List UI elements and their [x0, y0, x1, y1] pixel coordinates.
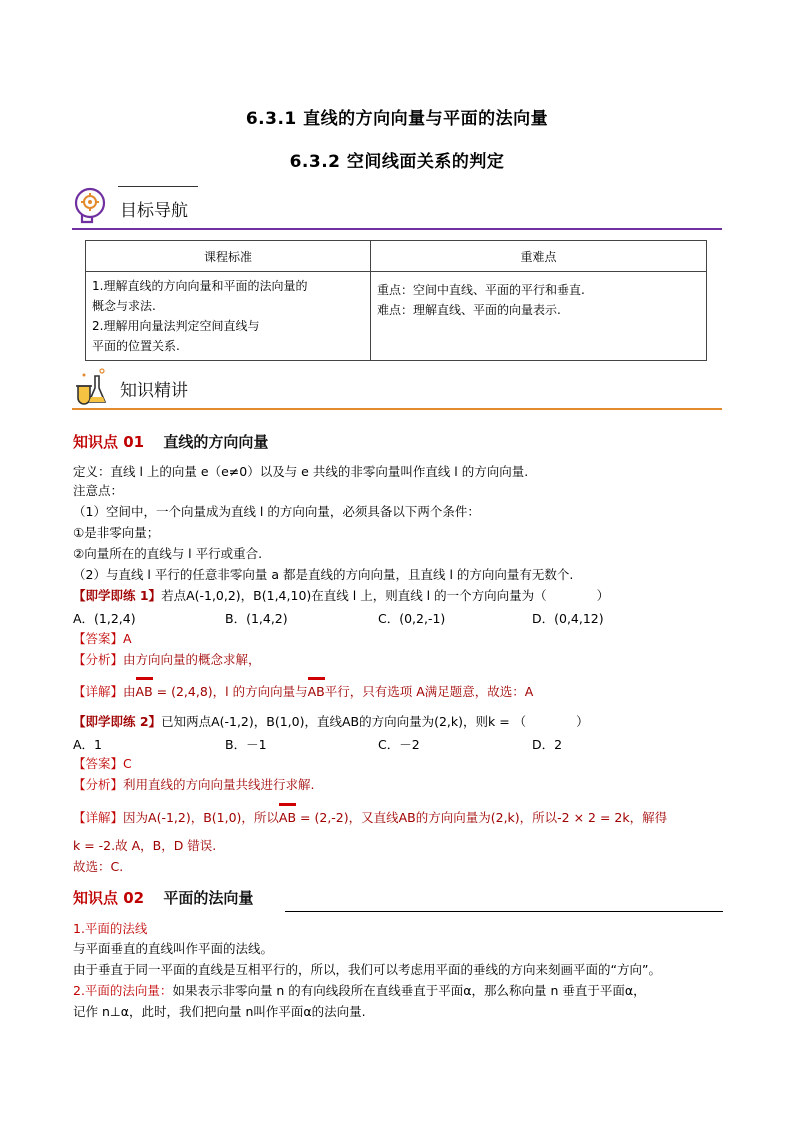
knowledge-point-02	[73, 887, 253, 908]
exercise-1-analysis	[73, 651, 261, 669]
vector-ab: AB	[278, 810, 297, 825]
exercise-1-option-d: D．(0,4,12)	[532, 611, 604, 626]
normal-vector-definition	[73, 982, 646, 1000]
standards-line: 平面的位置关系.	[92, 339, 180, 353]
section-label-goals: 目标导航	[120, 201, 188, 221]
table-cell-standards	[86, 272, 371, 361]
answer-tag: 【答案】	[73, 756, 124, 771]
table-header-key-points: 重难点	[371, 241, 707, 272]
key-point-line: 难点：理解直线、平面的向量表示.	[377, 303, 561, 317]
flask-icon	[72, 366, 108, 406]
key-point-line: 重点：空间中直线、平面的平行和垂直.	[377, 283, 585, 297]
knowledge-point-title: 平面的法向量	[163, 889, 254, 907]
exercise-1-option-a: A．(1,2,4)	[73, 611, 136, 626]
answer-tag: 【答案】	[73, 631, 124, 646]
exercise-question-text: 已知两点A(-1,2)，B(1,0)，直线AB的方向向量为(2,k)，则k = （ ）	[161, 714, 589, 729]
normal-vector-notation: 记作 n⊥α，此时，我们把向量 n叫作平面α的法向量.	[73, 1004, 366, 1019]
exercise-2-detail	[73, 809, 667, 827]
exercise-2-option-b: B．－1	[225, 737, 267, 752]
analysis-tag: 【分析】	[73, 777, 124, 792]
section-label-knowledge: 知识精讲	[120, 381, 188, 401]
note-line: ①是非零向量；	[73, 525, 160, 540]
exercise-2-conclusion: 故选：C.	[73, 859, 124, 874]
standards-line: 1.理解直线的方向向量和平面的法向量的	[92, 279, 308, 293]
standards-line: 2.理解用向量法判定空间直线与	[92, 319, 260, 333]
answer-value: C	[123, 756, 132, 771]
note-line: （2）与直线 l 平行的任意非零向量 a 都是直线的方向向量，且直线 l 的方向向量有无数个.	[73, 567, 574, 582]
detail-text: 由	[123, 684, 136, 699]
knowledge-point-title: 直线的方向向量	[163, 433, 269, 451]
title-section-6-3-1: 6.3.1 直线的方向向量与平面的法向量	[245, 109, 549, 129]
exercise-2-analysis	[73, 776, 315, 794]
exercise-1-detail	[73, 683, 533, 701]
answer-value: A	[123, 631, 132, 646]
exercise-1-question	[73, 587, 609, 605]
knowledge-point-01	[73, 431, 268, 452]
normal-vector-text: 如果表示非零向量 n 的有向线段所在直线垂直于平面α，那么称向量 n 垂直于平面α，	[172, 983, 646, 998]
exercise-tag: 【即学即练 1】	[73, 588, 162, 603]
table-header-standards: 课程标准	[86, 241, 371, 272]
exercise-2-answer	[73, 755, 132, 773]
knowledge-point-rule	[285, 911, 723, 912]
brain-gear-icon	[72, 186, 108, 226]
exercise-tag: 【即学即练 2】	[73, 714, 162, 729]
exercise-1-answer	[73, 630, 132, 648]
note-line: ②向量所在的直线与 l 平行或重合.	[73, 546, 263, 561]
table-cell-key-points	[371, 272, 707, 361]
vector-ab: AB	[307, 684, 325, 699]
normal-line-definition: 与平面垂直的直线叫作平面的法线。	[73, 941, 274, 956]
definition-line: 定义：直线 l 上的向量 e（e≠0）以及与 e 共线的非零向量叫作直线 l 的方向向量.	[73, 464, 529, 479]
analysis-text: 利用直线的方向向量共线进行求解.	[123, 777, 315, 792]
analysis-tag: 【分析】	[73, 652, 124, 667]
exercise-question-text: 若点A(-1,0,2)，B(1,4,10)在直线 l 上，则直线 l 的一个方向向量为（ ）	[161, 588, 610, 603]
detail-text: = (2,-2)，又直线AB的方向向量为(2,k)，所以-2 × 2 = 2k，解得	[296, 810, 668, 825]
exercise-1-option-b: B．(1,4,2)	[225, 611, 288, 626]
analysis-text: 由方向向量的概念求解，	[123, 652, 261, 667]
subheading-normal-line: 1.平面的法线	[73, 921, 148, 936]
knowledge-point-number: 知识点 02	[73, 889, 145, 907]
note-line: （1）空间中，一个向量成为直线 l 的方向向量，必须具备以下两个条件：	[73, 504, 480, 519]
course-standards-table	[85, 240, 707, 361]
detail-tag: 【详解】	[73, 684, 124, 699]
title-section-6-3-2: 6.3.2 空间线面关系的判定	[289, 152, 505, 172]
exercise-2-option-a: A．1	[73, 737, 103, 752]
exercise-1-option-c: C．(0,2,-1)	[378, 611, 446, 626]
section-header-knowledge	[72, 366, 722, 410]
section-header-goals	[72, 186, 722, 230]
detail-text: = (2,4,8)，l 的方向向量与	[152, 684, 308, 699]
standards-line: 概念与求法.	[92, 299, 156, 313]
exercise-2-question	[73, 713, 589, 731]
subheading-normal-vector: 2.平面的法向量：	[73, 983, 173, 998]
note-heading: 注意点：	[73, 483, 124, 498]
exercise-2-option-d: D．2	[532, 737, 563, 752]
knowledge-point-number: 知识点 01	[73, 433, 145, 451]
normal-line-explanation: 由于垂直于同一平面的直线是互相平行的，所以，我们可以考虑用平面的垂线的方向来刻画平面的“方向”。	[73, 962, 661, 977]
detail-text: 平行，只有选项 A满足题意，故选：A	[324, 684, 534, 699]
detail-tag: 【详解】	[73, 810, 124, 825]
detail-text: 因为A(-1,2)，B(1,0)，所以	[123, 810, 279, 825]
exercise-2-option-c: C．－2	[378, 737, 420, 752]
vector-ab: AB	[135, 684, 153, 699]
exercise-2-detail-cont: k = -2.故 A，B，D 错误.	[73, 838, 217, 853]
